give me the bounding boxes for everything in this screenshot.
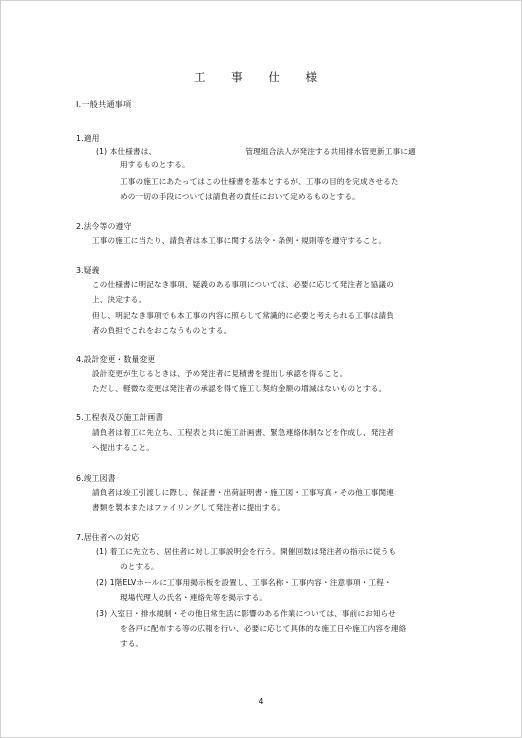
section-line: する。 bbox=[120, 639, 144, 648]
section-line: 現場代理人の氏名・連絡先等を掲示する。 bbox=[120, 593, 268, 602]
section-heading: 5.工程表及び施工計画書 bbox=[76, 413, 164, 422]
section-line: 者の負担でこれをおこなうものとする。 bbox=[92, 326, 232, 335]
section-line: のとする。 bbox=[120, 562, 159, 571]
section-line: (1) 着工に先立ち、居住者に対し工事説明会を行う。開催回数は発注者の指示に従うも bbox=[96, 547, 397, 556]
section-heading: 6.竣工図書 bbox=[76, 474, 116, 483]
page-number: 4 bbox=[258, 697, 264, 706]
section-line: へ提出すること。 bbox=[92, 443, 154, 452]
section-heading: 7.居住者への対応 bbox=[76, 533, 140, 542]
section-line: (1) 本仕様書は、 管理組合法人が発注する共用排水管更新工事に適 bbox=[96, 147, 416, 156]
section-line: ただし、軽微な変更は発注者の承認を得て施工し契約金額の増減はないものとする。 bbox=[92, 384, 387, 393]
section-line: 請負者は着工に先立ち、工程表と共に施工計画書、緊急連絡体制などを作成し、発注者 bbox=[92, 428, 395, 437]
section-line: (2) 1階ELVホールに工事用掲示板を設置し、工事名称・工事内容・注意事項・工程・ bbox=[96, 578, 392, 587]
section-line: 請負者は竣工引渡しに際し、保証書・出荷証明書・施工図・工事写真・その他工事関連 bbox=[92, 488, 395, 497]
page-title: 工 事 仕 様 bbox=[194, 70, 328, 84]
section-line: 工事の施工に当たり、請負者は本工事に関する法令・条例・規則等を遵守すること。 bbox=[92, 236, 387, 245]
section-line: 工事の施工にあたってはこの仕様書を基本とするが、工事の目的を完成させるた bbox=[120, 177, 399, 186]
section-line: めの一切の手段については請負者の責任において定めるものとする。 bbox=[120, 192, 360, 201]
section-line: (3) 入室日・排水規制・その他日常生活に影響のある作業については、事前にお知らせ bbox=[96, 609, 396, 618]
section-line: 上、決定する。 bbox=[92, 295, 147, 304]
section-line: 但し、明記なき事項でも本工事の内容に照らして常識的に必要と考えられる工事は請負 bbox=[92, 311, 395, 320]
section-line: 用するものとする。 bbox=[120, 160, 190, 169]
section-heading: 2.法令等の遵守 bbox=[76, 222, 132, 231]
section-line: を各戸に配布する等の広報を行い、必要に応じて具体的な施工日や施工内容を連絡 bbox=[120, 624, 407, 633]
section-line: 設計変更が生じるときは、予め発注者に見積書を提出し承認を得ること。 bbox=[92, 369, 348, 378]
section-heading: 1.適用 bbox=[76, 134, 100, 143]
section-line: この仕様書に明記なき事項、疑義のある事項については、必要に応じて発注者と協議の bbox=[92, 280, 394, 289]
section-line: 書類を製本またはファイリングして発注者に提出する。 bbox=[92, 503, 286, 512]
section-heading: 3.疑義 bbox=[76, 266, 100, 275]
part-heading: Ⅰ.一般共通事項 bbox=[76, 99, 132, 109]
section-heading: 4.設計変更・数量変更 bbox=[76, 355, 156, 364]
